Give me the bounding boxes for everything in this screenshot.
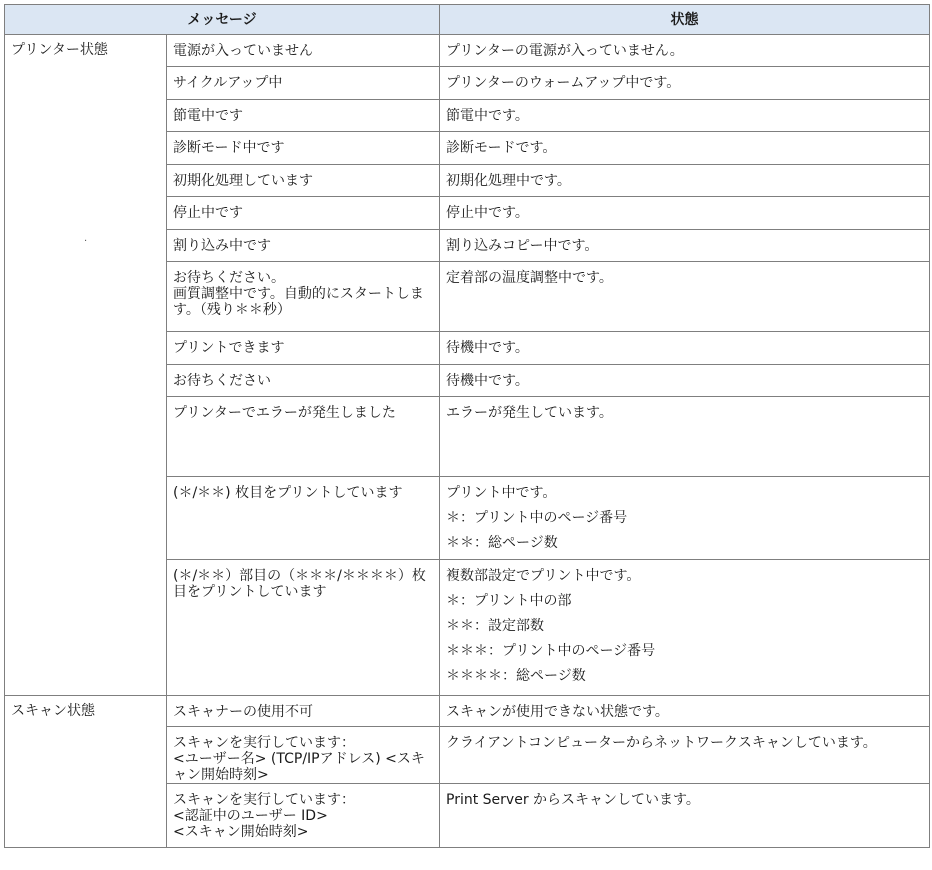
status-cell <box>440 165 930 197</box>
message-cell <box>167 696 440 727</box>
message-line: 割り込み中です <box>173 238 271 254</box>
stray-mark: · <box>84 236 88 247</box>
status-line: ＊＊＊＊：総ページ数 <box>446 668 586 684</box>
table-header-row <box>5 5 930 35</box>
table-body <box>5 35 930 848</box>
message-cell <box>167 230 440 262</box>
message-cell <box>167 132 440 165</box>
message-line: <ユーザー名> (TCP/IPアドレス) <スキャン開始時刻> <box>173 751 425 783</box>
status-line: プリンターのウォームアップ中です。 <box>446 75 681 91</box>
status-line: ＊：プリント中の部 <box>446 593 572 609</box>
status-cell <box>440 35 930 67</box>
message-line: 停止中です <box>173 205 243 221</box>
message-line: お待ちください <box>173 373 271 389</box>
message-line: サイクルアップ中 <box>173 75 283 91</box>
status-message-table <box>4 4 930 848</box>
message-line: (＊/＊＊) 枚目をプリントしています <box>173 485 403 501</box>
group-label: プリンター状態 <box>5 35 167 696</box>
status-line: 停止中です。 <box>446 205 529 221</box>
status-cell <box>440 477 930 560</box>
status-cell <box>440 784 930 848</box>
message-cell <box>167 35 440 67</box>
status-line: プリンターの電源が入っていません。 <box>446 43 684 59</box>
status-line: 待機中です。 <box>446 340 529 356</box>
message-line: 診断モード中です <box>173 140 285 156</box>
message-line: プリンターでエラーが発生しました <box>173 405 396 421</box>
message-cell <box>167 197 440 230</box>
message-cell <box>167 165 440 197</box>
status-line: ＊＊＊：プリント中のページ番号 <box>446 643 656 659</box>
message-line: スキャンを実行しています： <box>173 735 355 751</box>
status-line: 初期化処理中です。 <box>446 173 571 189</box>
status-line: エラーが発生しています。 <box>446 405 613 421</box>
message-line: 節電中です <box>173 108 243 124</box>
message-line: お待ちください。 <box>173 270 285 286</box>
message-cell <box>167 100 440 132</box>
status-cell <box>440 67 930 100</box>
message-line: スキャナーの使用不可 <box>173 704 313 720</box>
message-line: <スキャン開始時刻> <box>173 824 309 840</box>
message-cell <box>167 784 440 848</box>
status-line: クライアントコンピューターからネットワークスキャンしています。 <box>446 735 877 751</box>
group-label: スキャン状態 <box>5 696 167 848</box>
status-line: 複数部設定でプリント中です。 <box>446 568 641 584</box>
message-line: スキャンを実行しています： <box>173 792 355 808</box>
message-line: 初期化処理しています <box>173 173 313 189</box>
status-line: プリント中です。 <box>446 485 557 501</box>
message-cell <box>167 397 440 477</box>
status-line: 診断モードです。 <box>446 140 557 156</box>
message-cell <box>167 477 440 560</box>
status-line: スキャンが使用できない状態です。 <box>446 704 669 720</box>
status-cell <box>440 727 930 784</box>
status-line: Print Server からスキャンしています。 <box>446 792 700 808</box>
status-cell <box>440 132 930 165</box>
status-cell <box>440 230 930 262</box>
message-cell <box>167 262 440 332</box>
status-cell <box>440 100 930 132</box>
message-cell <box>167 332 440 365</box>
status-cell <box>440 197 930 230</box>
message-line: プリントできます <box>173 340 285 356</box>
message-cell <box>167 67 440 100</box>
status-line: ＊：プリント中のページ番号 <box>446 510 628 526</box>
message-line: (＊/＊＊）部目の（＊＊＊/＊＊＊＊）枚目をプリントしています <box>173 568 426 600</box>
table-row <box>5 35 930 67</box>
status-line: 割り込みコピー中です。 <box>446 238 599 254</box>
message-cell <box>167 365 440 397</box>
status-line: 定着部の温度調整中です。 <box>446 270 613 286</box>
status-line: ＊＊：設定部数 <box>446 618 545 634</box>
status-cell <box>440 262 930 332</box>
message-line: <認証中のユーザー ID> <box>173 808 328 824</box>
status-cell <box>440 365 930 397</box>
status-line: ＊＊：総ページ数 <box>446 535 558 551</box>
status-line: 待機中です。 <box>446 373 529 389</box>
message-line: 画質調整中です。自動的にスタートします。（残り＊＊秒） <box>173 286 424 318</box>
header-status: 状態 <box>440 5 930 35</box>
status-line: 節電中です。 <box>446 108 529 124</box>
status-cell <box>440 696 930 727</box>
message-cell <box>167 727 440 784</box>
message-line: 電源が入っていません <box>173 43 313 59</box>
status-cell <box>440 397 930 477</box>
status-cell <box>440 560 930 696</box>
header-message: メッセージ <box>5 5 440 35</box>
message-cell <box>167 560 440 696</box>
status-cell <box>440 332 930 365</box>
table-row <box>5 696 930 727</box>
